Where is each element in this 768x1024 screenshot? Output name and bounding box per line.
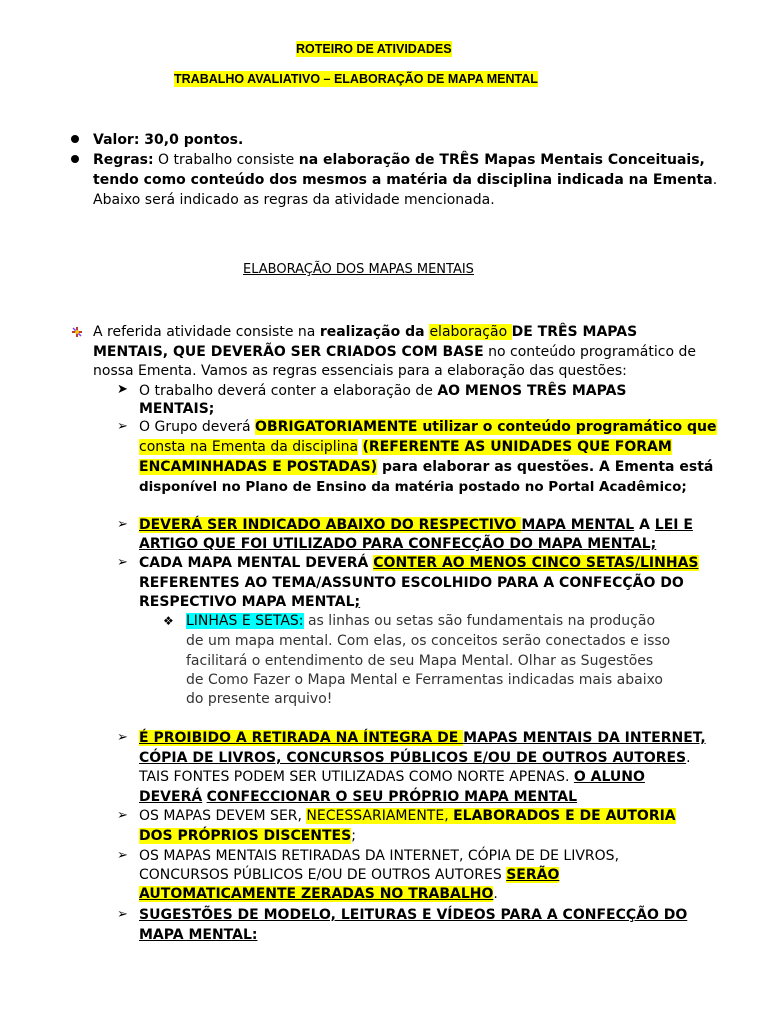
item-2-line-4: disponível no Plano de Ensino da matéria postado no Portal Acadêmico; (139, 479, 687, 495)
doc-title: ROTEIRO DE ATIVIDADES (296, 42, 452, 56)
item-3-line-2: ARTIGO QUE FOI UTILIZADO PARA CONFECÇÃO DO MAPA MENTAL; (139, 536, 657, 552)
subitem-line-3: facilitará o entendimento de seu Mapa Mental. Olhar as Sugestões (186, 653, 654, 669)
regras-line-1: Regras: O trabalho consiste na elaboração de TRÊS Mapas Mentais Conceituais, (93, 152, 705, 168)
arrow-bullet-icon: ➢ (117, 808, 128, 823)
item-7-line-3: AUTOMATICAMENTE ZERADAS NO TRABALHO. (139, 886, 498, 902)
item-8-line-1: SUGESTÕES DE MODELO, LEITURAS E VÍDEOS PARA A CONFECÇÃO DO (139, 907, 688, 923)
intro-line-2: MENTAIS, QUE DEVERÃO SER CRIADOS COM BASE no conteúdo programático de (93, 344, 696, 360)
item-2-line-2: consta na Ementa da disciplina (REFERENTE AS UNIDADES QUE FORAM (139, 439, 672, 455)
item-4-line-2: REFERENTES AO TEMA/ASSUNTO ESCOLHIDO PARA A CONFECÇÃO DO (139, 575, 684, 591)
item-2-line-3: ENCAMINHADAS E POSTADAS) para elaborar as questões. A Ementa está (139, 459, 714, 475)
subitem-line-5: do presente arquivo! (186, 691, 333, 707)
item-7-line-2: CONCURSOS PÚBLICOS E/OU DE OUTROS AUTORES SERÃO (139, 867, 560, 883)
regras-line-3: Abaixo será indicado as regras da atividade mencionada. (93, 192, 495, 208)
subitem-line-1: LINHAS E SETAS: as linhas ou setas são fundamentais na produção (186, 613, 656, 629)
arrow-bullet-icon: ➢ (117, 419, 128, 434)
item-5-line-3: TAIS FONTES PODEM SER UTILIZADAS COMO NORTE APENAS. O ALUNO (139, 769, 645, 785)
arrow-bullet-icon: ➢ (117, 848, 128, 863)
subitem-line-2: de um mapa mental. Com elas, os conceitos serão conectados e isso (186, 633, 671, 649)
arrow-bullet-icon: ➢ (117, 907, 128, 922)
item-5-line-1: É PROIBIDO A RETIRADA NA ÍNTEGRA DE MAPAS MENTAIS DA INTERNET, (139, 730, 706, 746)
item-3-line-1: DEVERÁ SER INDICADO ABAIXO DO RESPECTIVO MAPA MENTAL A LEI E (139, 517, 693, 533)
arrow-bullet-icon: ➢ (117, 517, 128, 532)
subitem-line-4: de Como Fazer o Mapa Mental e Ferramentas indicadas mais abaixo (186, 672, 663, 688)
item-5-line-4: DEVERÁ CONFECCIONAR O SEU PRÓPRIO MAPA MENTAL (139, 789, 578, 805)
regras-line-2: tendo como conteúdo dos mesmos a matéria da disciplina indicada na Ementa. (93, 172, 718, 188)
item-4-line-1: CADA MAPA MENTAL DEVERÁ CONTER AO MENOS CINCO SETAS/LINHAS (139, 555, 699, 571)
diamond-bullet-icon: ❖ (163, 614, 174, 628)
item-2-line-1: O Grupo deverá OBRIGATORIAMENTE utilizar o conteúdo programático que (139, 419, 717, 435)
section-title: ELABORAÇÃO DOS MAPAS MENTAIS (243, 262, 474, 277)
item-6-line-2: DOS PRÓPRIOS DISCENTES; (139, 828, 356, 844)
pin-icon (70, 324, 84, 343)
item-8-line-2: MAPA MENTAL: (139, 927, 258, 943)
bullet-dot (71, 155, 79, 163)
bullet-dot (71, 135, 79, 143)
item-4-line-3: RESPECTIVO MAPA MENTAL; (139, 594, 361, 610)
arrow-bullet-icon: ➢ (117, 730, 128, 745)
arrow-bullet-icon: ➢ (117, 555, 128, 570)
arrow-bullet-icon: ➤ (117, 382, 128, 397)
item-1-line-1: O trabalho deverá conter a elaboração de AO MENOS TRÊS MAPAS (139, 383, 627, 399)
item-7-line-1: OS MAPAS MENTAIS RETIRADAS DA INTERNET, CÓPIA DE DE LIVROS, (139, 848, 620, 864)
doc-subtitle: TRABALHO AVALIATIVO – ELABORAÇÃO DE MAPA MENTAL (174, 72, 538, 86)
item-5-line-2: CÓPIA DE LIVROS, CONCURSOS PÚBLICOS E/OU DE OUTROS AUTORES. (139, 750, 691, 766)
valor-label: Valor: 30,0 pontos. (93, 132, 244, 148)
intro-line-3: nossa Ementa. Vamos as regras essenciais para a elaboração das questões: (93, 363, 627, 379)
intro-line-1: A referida atividade consiste na realização da elaboração DE TRÊS MAPAS (93, 324, 638, 340)
item-6-line-1: OS MAPAS DEVEM SER, NECESSARIAMENTE, ELABORADOS E DE AUTORIA (139, 808, 676, 824)
item-1-line-2: MENTAIS; (139, 401, 215, 417)
